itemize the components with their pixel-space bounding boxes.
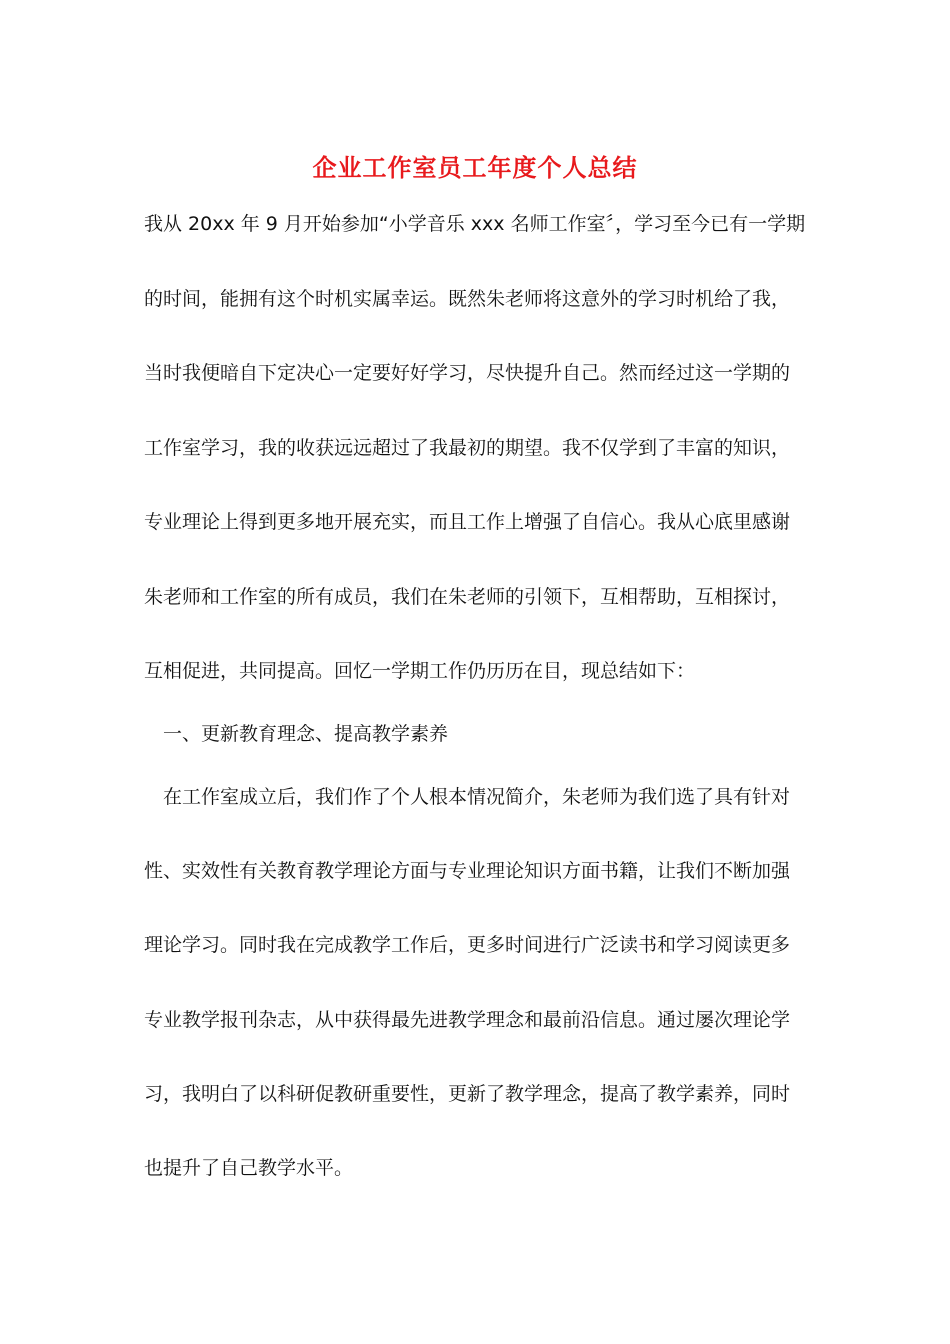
document-title: 企业工作室员工年度个人总结 — [312, 153, 638, 182]
paragraph-line: 专业理论上得到更多地开展充实，而且工作上增强了自信心。我从心底里感谢 — [144, 511, 791, 533]
paragraph-line: 理论学习。同时我在完成教学工作后，更多时间进行广泛读书和学习阅读更多 — [144, 934, 791, 956]
paragraph-line: 的时间，能拥有这个时机实属幸运。既然朱老师将这意外的学习时机给了我， — [144, 288, 791, 310]
paragraph-line: 专业教学报刊杂志，从中获得最先进教学理念和最前沿信息。通过屡次理论学 — [144, 1009, 791, 1031]
paragraph-line: 互相促进，共同提高。回忆一学期工作仍历历在目，现总结如下： — [144, 660, 696, 682]
paragraph-line: 性、实效性有关教育教学理论方面与专业理论知识方面书籍，让我们不断加强 — [144, 860, 791, 882]
paragraph-line: 我从 20xx 年 9 月开始参加“小学音乐 xxx 名师工作室〞，学习至今已有一学期 — [144, 213, 806, 235]
paragraph-line: 当时我便暗自下定决心一定要好好学习，尽快提升自己。然而经过这一学期的 — [144, 362, 791, 384]
paragraph-line: 也提升了自己教学水平。 — [144, 1157, 354, 1179]
paragraph-line: 在工作室成立后，我们作了个人根本情况简介，朱老师为我们选了具有针对 — [163, 786, 791, 808]
paragraph-line: 习，我明白了以科研促教研重要性，更新了教学理念，提高了教学素养，同时 — [144, 1083, 791, 1105]
paragraph-line: 工作室学习，我的收获远远超过了我最初的期望。我不仅学到了丰富的知识， — [144, 437, 791, 459]
section-heading: 一、更新教育理念、提高教学素养 — [163, 723, 449, 745]
paragraph-line: 朱老师和工作室的所有成员，我们在朱老师的引领下，互相帮助，互相探讨， — [144, 586, 791, 608]
